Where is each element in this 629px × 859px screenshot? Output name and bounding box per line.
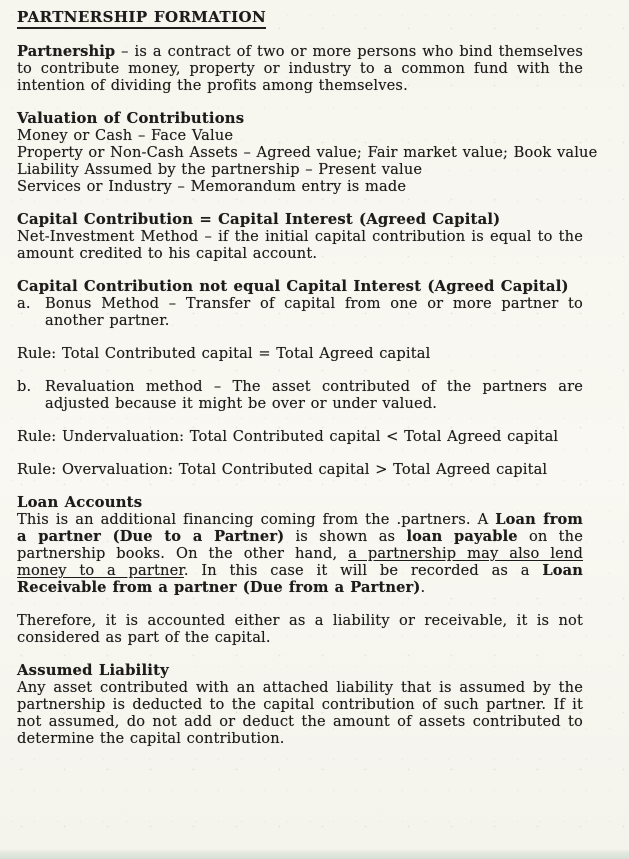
valuation-item-property: Property or Non-Cash Assets – Agreed value; Fair market value; Book value [17,144,598,161]
assumed-liability-heading: Assumed Liability [17,662,169,679]
capital-equal-body: Net-Investment Method – if the initial capital contribution is equal to the amount credited to his capital account. [17,228,583,262]
section-assumed-liability [17,662,583,747]
capital-not-equal-heading: Capital Contribution not equal Capital Interest (Agreed Capital) [17,278,569,295]
intro-paragraph [17,43,583,94]
loan-seg-9: . [420,579,426,596]
valuation-item-liability: Liability Assumed by the partnership – Present value [17,161,423,178]
loan-seg-6: a partnership may also lend money to a partner [17,545,583,579]
scan-bottom-edge [0,849,629,859]
loan-accounts-heading: Loan Accounts [17,494,143,511]
loan-seg-2: Loan from a partner (Due to a Partner) [17,511,584,545]
loan-seg-1: This is an additional financing coming from the .partners. A [17,511,496,528]
section-valuation-of-contributions [17,110,598,195]
rule-undervaluation: Rule: Undervaluation: Total Contributed capital < Total Agreed capital [17,428,559,445]
section-loan-accounts [17,494,583,646]
page-title: PARTNERSHIP FORMATION [17,9,266,29]
list-item-b [17,378,583,412]
loan-seg-8: Loan Receivable from a partner (Due from a Partner) [17,562,583,596]
list-item-a-text: Bonus Method – Transfer of capital from one or more partner to another partner. [45,295,583,329]
loan-seg-4: loan payable [406,528,518,545]
list-item-b-text: Revaluation method – The asset contributed of the partners are adjusted because it might be over or under valued. [45,378,583,412]
list-item-a [17,295,583,329]
list-marker-a: a. [17,295,31,312]
rule-bonus: Rule: Total Contributed capital = Total Agreed capital [17,345,431,362]
valuation-item-services: Services or Industry – Memorandum entry is made [17,178,407,195]
loan-seg-3: is shown as [284,528,407,545]
intro-term: Partnership [17,43,116,60]
capital-equal-heading: Capital Contribution = Capital Interest (Agreed Capital) [17,211,501,228]
loan-accounts-note: Therefore, it is accounted either as a liability or receivable, it is not considered as part of the capital. [17,612,583,646]
list-marker-b: b. [17,378,32,395]
section-capital-equal [17,211,583,262]
assumed-liability-body: Any asset contributed with an attached liability that is assumed by the partnership is deducted to the capital contribution of such partner. If it not assumed, do not add or deduct the amount of assets contributed to determine the capital contribution. [17,679,583,747]
valuation-item-money: Money or Cash – Face Value [17,127,234,144]
loan-seg-5: on the partnership books. On the other hand, [17,528,584,562]
intro-text: – is a contract of two or more persons who bind themselves to contribute money, property or industry to a common fund with the intention of dividing the profits among themselves. [17,43,583,94]
rule-overvaluation: Rule: Overvaluation: Total Contributed capital > Total Agreed capital [17,461,548,478]
valuation-heading: Valuation of Contributions [17,110,245,127]
section-capital-not-equal [17,278,583,478]
loan-seg-7: . In this case it will be recorded as a [183,562,543,579]
loan-accounts-paragraph [17,511,583,596]
